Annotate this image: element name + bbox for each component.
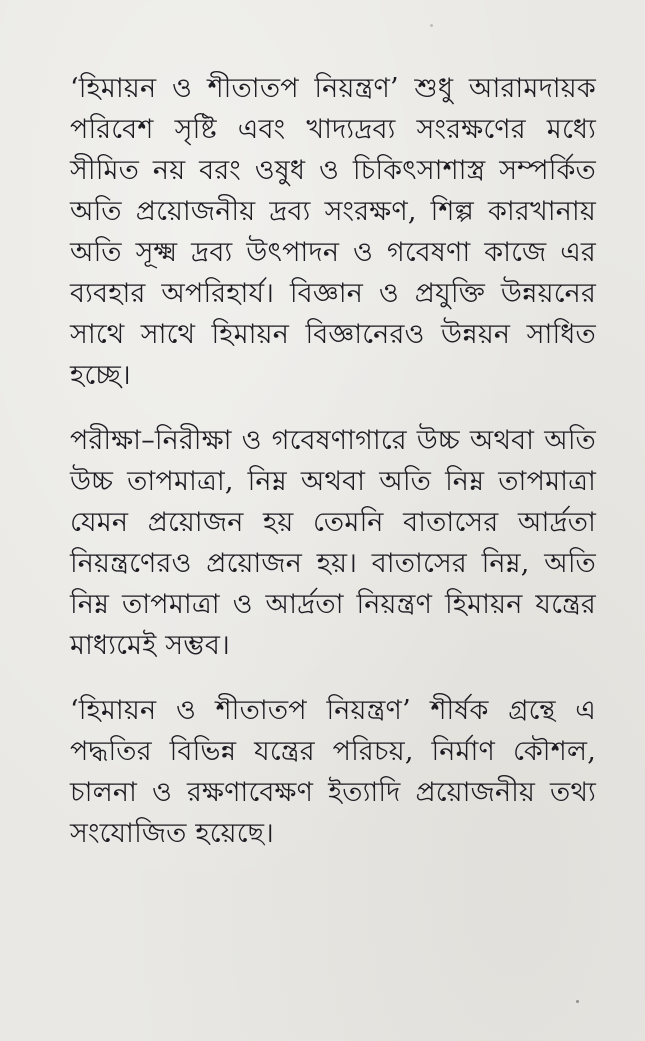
paragraph-intro: ‘হিমায়ন ও শীতাতপ নিয়ন্ত্রণ’ শুধু আরামদায়ক পরিবেশ সৃষ্টি এবং খাদ্যদ্রব্য সংরক্ষণের মধ্যে সীমিত নয় বরং ওষুধ ও চিকিৎসাশাস্ত্র সম্পর্কিত অতি প্রয়োজনীয় দ্রব্য সংরক্ষণ, শিল্প কারখানায় অতি সূক্ষ্ম দ্রব্য উৎপাদন ও গবেষণা কাজে এর ব্যবহার অপরিহার্য। বিজ্ঞান ও প্রযুক্তি উন্নয়নের সাথে সাথে হিমায়ন বিজ্ঞানেরও উন্নয়ন সাধিত হচ্ছে। — [70, 73, 596, 391]
paragraph-laboratory: পরীক্ষা–নিরীক্ষা ও গবেষণাগারে উচ্চ অথবা অতি উচ্চ তাপমাত্রা, নিম্ন অথবা অতি নিম্ন তাপমাত্রা যেমন প্রয়োজন হয় তেমনি বাতাসের আর্দ্রতা নিয়ন্ত্রণেরও প্রয়োজন হয়। বাতাসের নিম্ন, অতি নিম্ন তাপমাত্রা ও আর্দ্রতা নিয়ন্ত্রণ হিমায়ন যন্ত্রের মাধ্যমেই সম্ভব। — [70, 425, 596, 661]
paper-speck — [576, 1000, 579, 1003]
paragraph-book-content: ‘হিমায়ন ও শীতাতপ নিয়ন্ত্রণ’ শীর্ষক গ্রন্থে এ পদ্ধতির বিভিন্ন যন্ত্রের পরিচয়, নির্মাণ কৌশল, চালনা ও রক্ষণাবেক্ষণ ইত্যাদি প্রয়োজনীয় তথ্য সংযোজিত হয়েছে। — [70, 695, 596, 849]
text-body — [70, 68, 596, 878]
paper-speck — [430, 24, 433, 27]
